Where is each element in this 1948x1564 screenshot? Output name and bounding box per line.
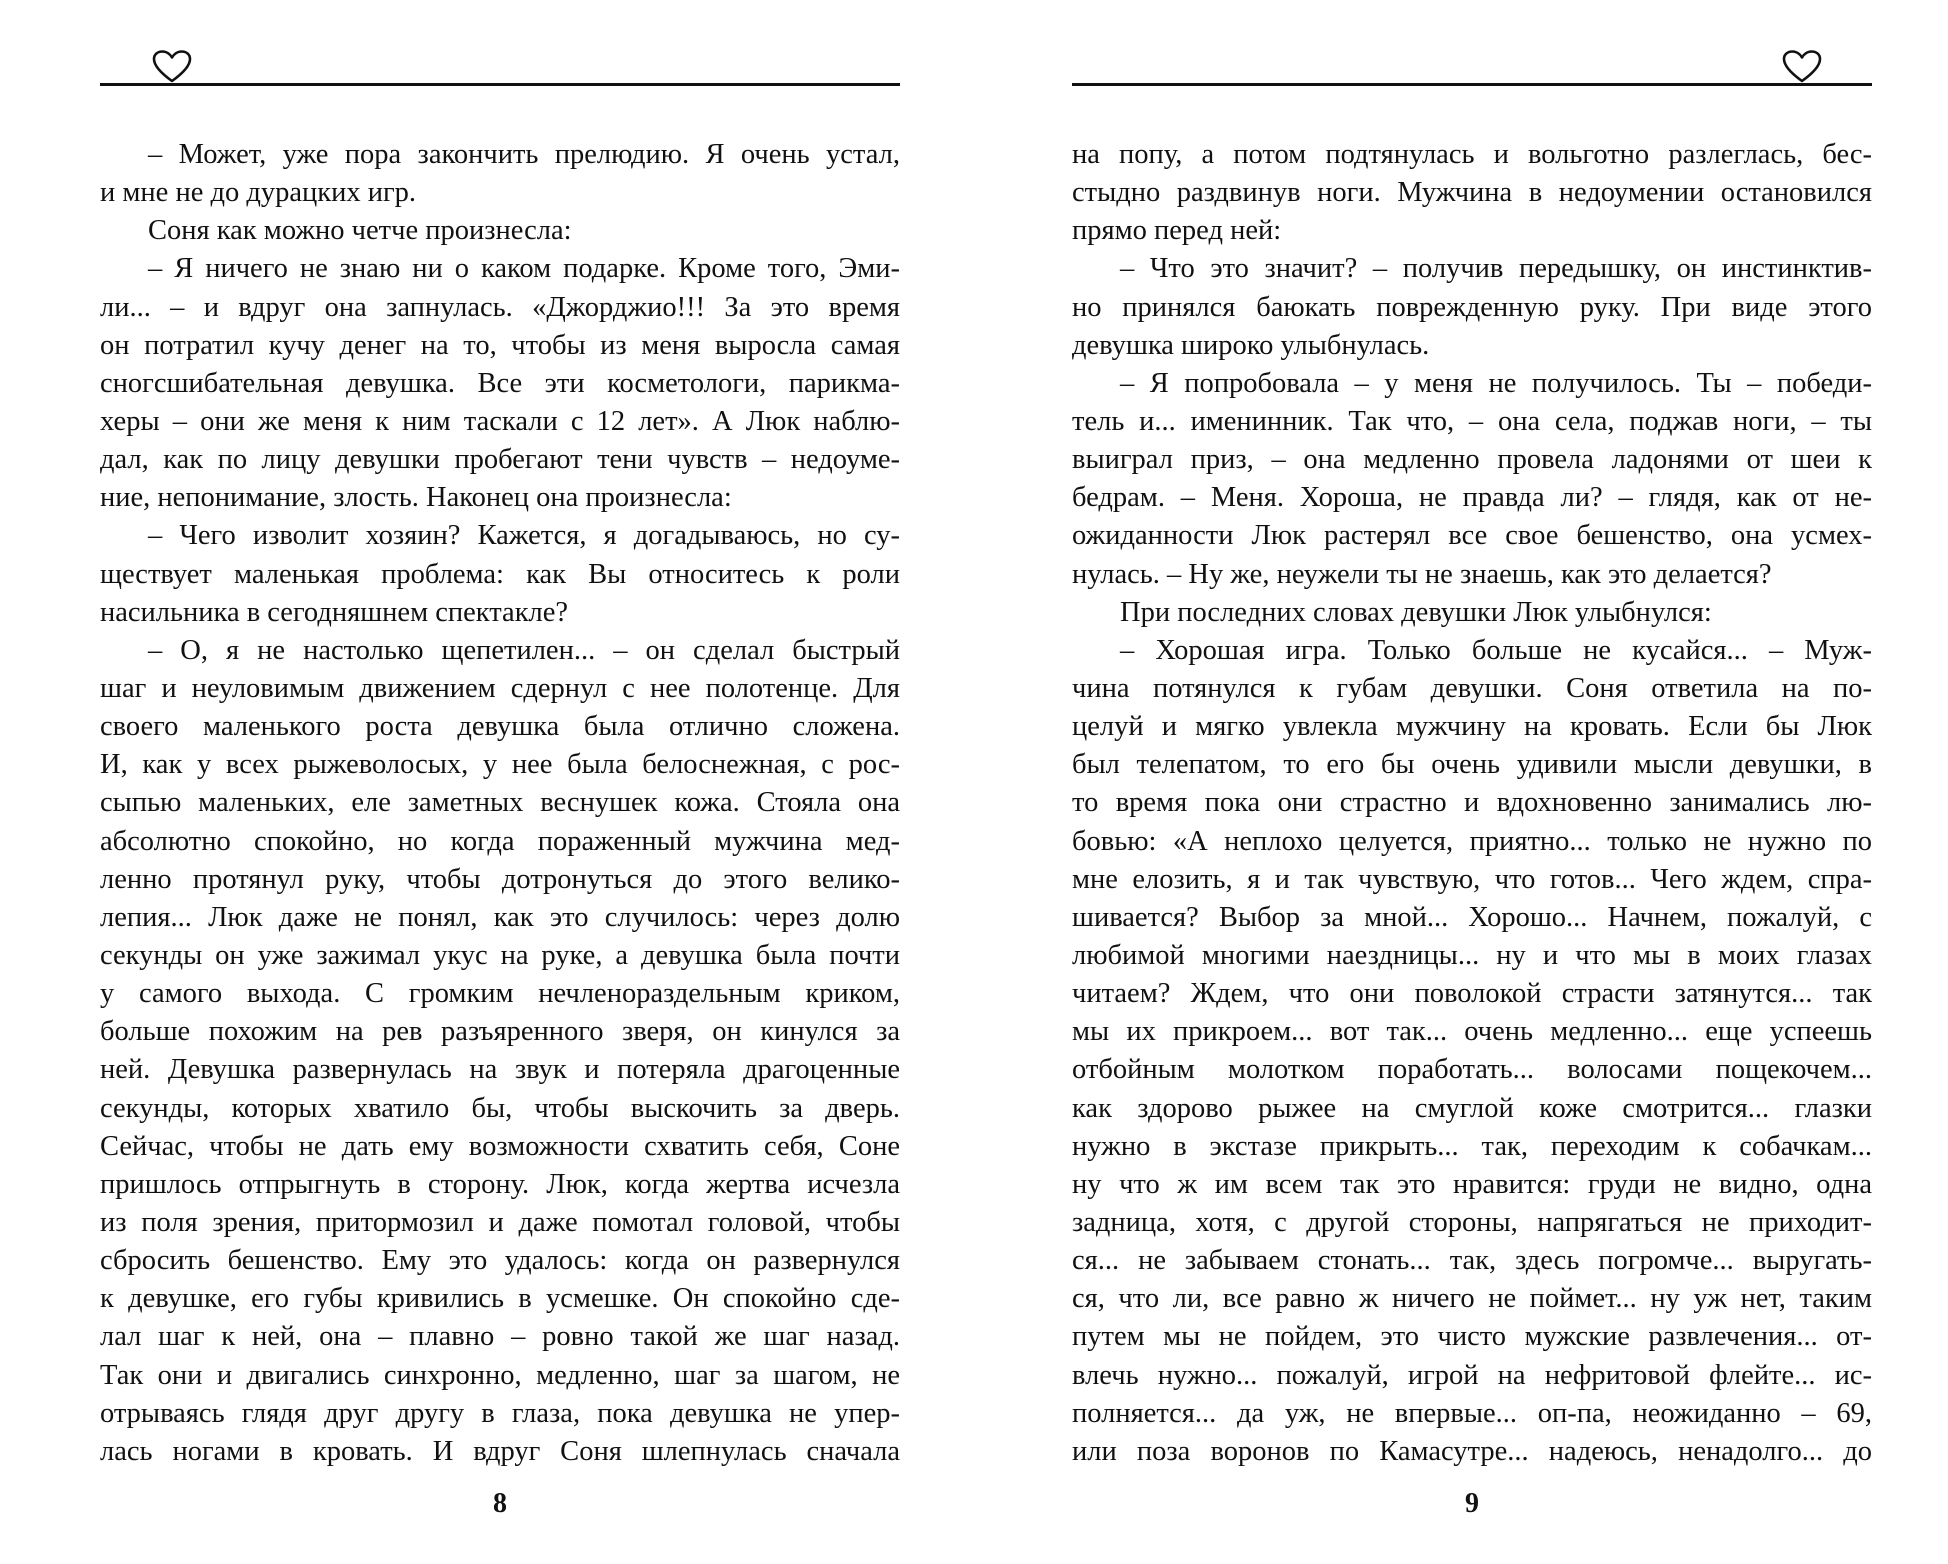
text-line: – О, я не настолько щепетилен... – он сделал быстрый bbox=[148, 634, 900, 666]
text-line: ожиданности Люк растерял все свое бешенство, она усмех- bbox=[1072, 520, 1872, 552]
text-line: любимой многими наездницы... ну и что мы в моих глазах bbox=[1072, 939, 1872, 971]
text-line: сыпью маленьких, еле заметных веснушек кожа. Стояла она bbox=[100, 787, 900, 819]
text-line: бовью: «А неплохо целуется, приятно... только не нужно по bbox=[1072, 825, 1872, 857]
text-line: ние, непонимание, злость. Наконец она произнесла: bbox=[100, 482, 732, 514]
text-line: мне елозить, я и так чувствую, что готов... Чего ждем, спра- bbox=[1072, 863, 1872, 895]
text-line: Так они и двигались синхронно, медленно, шаг за шагом, не bbox=[100, 1359, 900, 1391]
text-line: ся... не забываем стонать... так, здесь погромче... выругать- bbox=[1072, 1245, 1872, 1277]
text-line: бедрам. – Меня. Хороша, не правда ли? – глядя, как от не- bbox=[1072, 482, 1872, 514]
text-line: он потратил кучу денег на то, чтобы из меня выросла самая bbox=[100, 329, 900, 361]
text-line: Сейчас, чтобы не дать ему возможности схватить себя, Соне bbox=[100, 1130, 900, 1162]
header-rule bbox=[1072, 83, 1872, 86]
page-number: 9 bbox=[1465, 1488, 1479, 1519]
text-line: – Я попробовала – у меня не получилось. Ты – победи- bbox=[1120, 367, 1872, 399]
text-line: целуй и мягко увлекла мужчину на кровать. Если бы Люк bbox=[1072, 711, 1872, 743]
text-line: или поза воронов по Камасутре... надеюсь, ненадолго... до bbox=[1072, 1435, 1872, 1467]
text-line: ся, что ли, все равно ж ничего не поймет... ну уж нет, таким bbox=[1072, 1283, 1872, 1315]
text-line: нулась. – Ну же, неужели ты не знаешь, как это делается? bbox=[1072, 558, 1772, 590]
text-line: прямо перед ней: bbox=[1072, 215, 1282, 247]
text-line: – Хорошая игра. Только больше не кусайся... – Муж- bbox=[1120, 634, 1872, 666]
heart-icon bbox=[152, 50, 192, 84]
text-line: но принялся баюкать поврежденную руку. При виде этого bbox=[1072, 291, 1872, 323]
text-line: насильника в сегодняшнем спектакле? bbox=[100, 596, 569, 628]
text-line: был телепатом, то его бы очень удивили мысли девушки, в bbox=[1072, 749, 1872, 781]
text-line: ществует маленькая проблема: как Вы относитесь к роли bbox=[100, 558, 900, 590]
left-page-body-text bbox=[100, 136, 900, 1471]
text-line: мы их прикроем... вот так... очень медленно... еще успеешь bbox=[1072, 1016, 1872, 1048]
text-line: отрываясь глядя друг другу в глаза, пока девушка не упер- bbox=[100, 1397, 900, 1429]
text-line: шаг и неуловимым движением сдернул с нее полотенце. Для bbox=[100, 672, 900, 704]
text-line: на попу, а потом подтянулась и вольготно разлеглась, бес- bbox=[1072, 139, 1872, 170]
page-number: 8 bbox=[493, 1488, 507, 1519]
text-line: сбросить бешенство. Ему это удалось: когда он развернулся bbox=[100, 1245, 900, 1277]
left-page-header bbox=[100, 44, 900, 92]
right-page bbox=[1072, 0, 1872, 1564]
text-line: При последних словах девушки Люк улыбнулся: bbox=[1120, 596, 1712, 628]
text-line: как здорово рыжее на смуглой коже смотрится... глазки bbox=[1072, 1092, 1872, 1124]
text-line: лепия... Люк даже не понял, как это случилось: через долю bbox=[100, 901, 900, 933]
text-line: шивается? Выбор за мной... Хорошо... Начнем, пожалуй, с bbox=[1072, 901, 1872, 933]
text-line: влечь нужно... пожалуй, игрой на нефритовой флейте... ис- bbox=[1072, 1359, 1872, 1391]
text-line: – Что это значит? – получив передышку, он инстинктив- bbox=[1120, 253, 1872, 285]
text-line: к девушке, его губы кривились в усмешке. Он спокойно сде- bbox=[100, 1283, 900, 1315]
text-line: – Я ничего не знаю ни о каком подарке. Кроме того, Эми- bbox=[148, 253, 900, 285]
text-line: нужно в экстазе прикрыть... так, переходим к собачкам... bbox=[1072, 1130, 1872, 1162]
text-line: сногсшибательная девушка. Все эти косметологи, парикма- bbox=[100, 367, 900, 399]
text-line: секунды, которых хватило бы, чтобы выскочить за дверь. bbox=[100, 1092, 900, 1124]
text-line: Соня как можно четче произнесла: bbox=[148, 215, 572, 247]
text-line: путем мы не пойдем, это чисто мужские развлечения... от- bbox=[1072, 1321, 1872, 1353]
text-line: девушка широко улыбнулась. bbox=[1072, 329, 1430, 361]
text-line: секунды он уже зажимал укус на руке, а девушка была почти bbox=[100, 939, 900, 971]
text-line: – Чего изволит хозяин? Кажется, я догадываюсь, но су- bbox=[148, 520, 900, 552]
text-line: херы – они же меня к ним таскали с 12 лет». А Люк наблю- bbox=[100, 405, 900, 437]
text-line: лась ногами в кровать. И вдруг Соня шлепнулась сначала bbox=[100, 1435, 900, 1467]
text-line: своего маленького роста девушка была отлично сложена. bbox=[100, 711, 900, 743]
text-line: абсолютно спокойно, но когда пораженный мужчина мед- bbox=[100, 825, 900, 857]
text-line: выиграл приз, – она медленно провела ладонями от шеи к bbox=[1072, 444, 1872, 476]
left-page bbox=[100, 0, 900, 1564]
text-line: пришлось отпрыгнуть в сторону. Люк, когда жертва исчезла bbox=[100, 1168, 900, 1200]
text-line: лал шаг к ней, она – плавно – ровно такой же шаг назад. bbox=[100, 1321, 900, 1353]
header-rule bbox=[100, 83, 900, 86]
text-line: полняется... да уж, не впервые... оп-па, неожиданно – 69, bbox=[1072, 1397, 1872, 1429]
text-line: читаем? Ждем, что они поволокой страсти затянутся... так bbox=[1072, 978, 1872, 1010]
text-line: ней. Девушка развернулась на звук и потеряла драгоценные bbox=[100, 1054, 900, 1086]
text-line: задница, хотя, с другой стороны, напрягаться не приходит- bbox=[1072, 1206, 1872, 1238]
text-line: И, как у всех рыжеволосых, у нее была белоснежная, с рос- bbox=[100, 749, 900, 781]
right-page-header bbox=[1072, 44, 1872, 92]
text-line: стыдно раздвинув ноги. Мужчина в недоумении остановился bbox=[1072, 177, 1872, 209]
text-line: тель и... именинник. Так что, – она села, поджав ноги, – ты bbox=[1072, 405, 1872, 437]
text-line: из поля зрения, притормозил и даже помотал головой, чтобы bbox=[100, 1206, 900, 1238]
text-line: дал, как по лицу девушки пробегают тени чувств – недоуме- bbox=[100, 444, 900, 476]
text-line: отбойным молотком поработать... волосами пощекочем... bbox=[1072, 1054, 1872, 1086]
text-line: ли... – и вдруг она запнулась. «Джорджио!!! За это время bbox=[100, 291, 900, 323]
right-page-body-text bbox=[1072, 136, 1872, 1471]
text-line: ну что ж им всем так это нравится: груди не видно, одна bbox=[1072, 1168, 1872, 1200]
text-line: чина потянулся к губам девушки. Соня ответила на по- bbox=[1072, 672, 1872, 704]
heart-icon bbox=[1782, 50, 1822, 84]
text-line: и мне не до дурацких игр. bbox=[100, 177, 417, 209]
text-line: больше похожим на рев разъяренного зверя, он кинулся за bbox=[100, 1016, 900, 1048]
text-line: у самого выхода. С громким нечленораздельным криком, bbox=[100, 978, 900, 1010]
text-line: то время пока они страстно и вдохновенно занимались лю- bbox=[1072, 787, 1872, 819]
text-line: – Может, уже пора закончить прелюдию. Я очень устал, bbox=[148, 139, 900, 170]
text-line: ленно протянул руку, чтобы дотронуться до этого велико- bbox=[100, 863, 900, 895]
